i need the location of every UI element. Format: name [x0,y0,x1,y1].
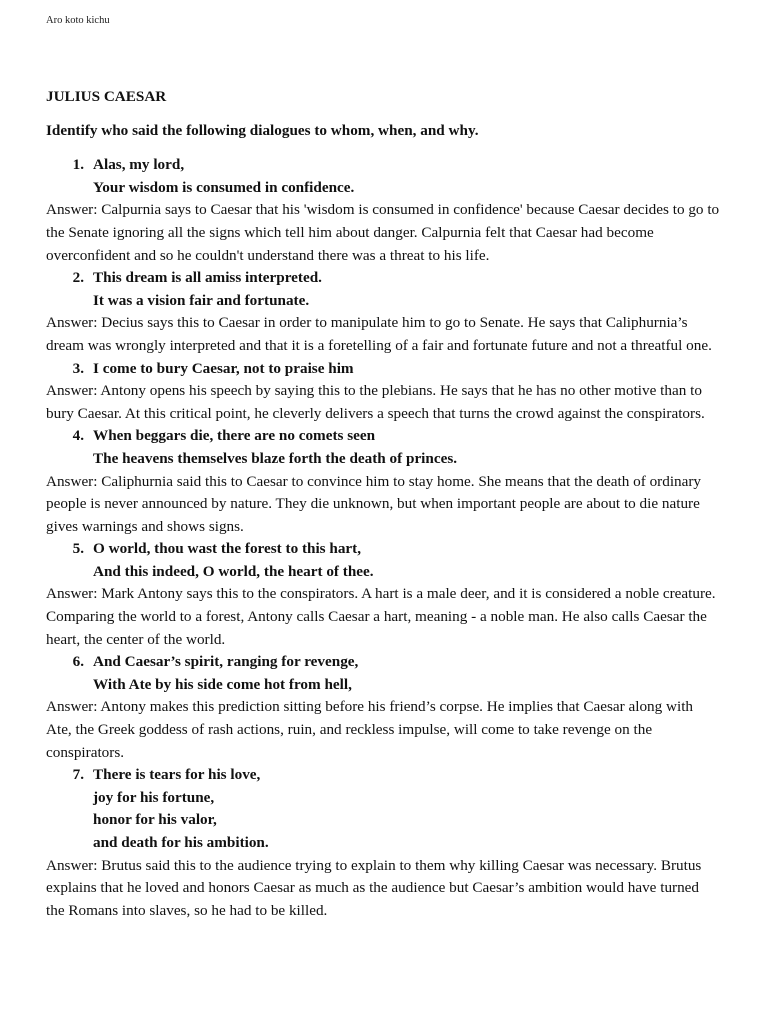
item-number: 1. [72,156,84,174]
answer-text: Answer: Mark Antony says this to the conspirators. A hart is a male deer, and it is considered a noble creature. Comparing the world to a forest, Antony calls Caesar a hart, meaning - a noble man. He also calls Caesar the heart, the center of the world. [46,585,716,648]
quote-line: And Caesar’s spirit, ranging for revenge, [93,653,359,671]
quote-line: The heavens themselves blaze forth the death of princes. [93,449,458,467]
header-note: Aro koto kichu [46,15,110,26]
quote-lines [93,154,720,199]
quote-block [46,154,720,199]
instruction-text: Identify who said the following dialogues to whom, when, and why. [46,121,479,139]
question-item [46,267,720,357]
question-item [46,154,720,267]
quote-line: It was a vision fair and fortunate. [93,291,310,309]
quote-lines [93,358,720,381]
quote-block [46,425,720,470]
quote-line: Alas, my lord, [93,156,185,174]
quote-block [46,764,720,854]
quote-block [46,538,720,583]
item-number: 5. [72,540,84,558]
answer-text: Answer: Caliphurnia said this to Caesar to convince him to stay home. She means that the death of ordinary people is never announced by nature. They die unknown, but when important people are about to die nature gives warnings and shows signs. [46,472,702,535]
answer-text: Answer: Calpurnia says to Caesar that his 'wisdom is consumed in confidence' because Caesar decides to go to the Senate ignoring all the signs which tell him about danger. Calpurnia felt that Caesar had become overconfident and so he couldn't understand there was a threat to his life. [46,201,720,264]
quote-block [46,267,720,312]
quote-line: Your wisdom is consumed in confidence. [93,178,355,196]
quote-lines [93,651,720,696]
item-number: 4. [72,427,84,445]
quote-line: There is tears for his love, [93,766,261,784]
quote-lines [93,267,720,312]
quote-line: When beggars die, there are no comets seen [93,427,376,445]
answer-text: Answer: Brutus said this to the audience trying to explain to them why killing Caesar was necessary. Brutus explains that he loved and honors Caesar as much as the audience but Caesar’s ambition would have turned the Romans into slaves, so he had to be killed. [46,856,702,919]
quote-line: joy for his fortune, [93,788,215,806]
quote-lines [93,425,720,470]
document-content [46,86,720,922]
item-number: 7. [72,766,84,784]
quote-line: With Ate by his side come hot from hell, [93,675,352,693]
quote-line: And this indeed, O world, the heart of thee. [93,562,374,580]
answer-text: Answer: Antony makes this prediction sitting before his friend’s corpse. He implies that Caesar along with Ate, the Greek goddess of rash actions, ruin, and reckless impulse, will come to take revenge on the conspirators. [46,698,694,761]
quote-line: honor for his valor, [93,811,217,829]
item-number: 2. [72,269,84,287]
quote-block [46,358,720,381]
quote-line: and death for his ambition. [93,834,269,851]
item-number: 6. [72,653,84,671]
quote-block [46,651,720,696]
answer-text: Answer: Antony opens his speech by saying this to the plebians. He says that he has no other motive than to bury Caesar. At this critical point, he cleverly delivers a speech that turns the crowd against the conspirators. [46,382,705,422]
quote-line: This dream is all amiss interpreted. [93,269,322,287]
question-item [46,651,720,764]
document-title: JULIUS CAESAR [46,88,167,105]
question-item [46,764,720,922]
quote-line: I come to bury Caesar, not to praise him [93,359,354,377]
quote-lines [93,538,720,583]
quote-line: O world, thou wast the forest to this hart, [93,540,362,558]
item-number: 3. [72,359,84,377]
quote-lines [93,764,720,854]
question-item [46,425,720,538]
answer-text: Answer: Decius says this to Caesar in order to manipulate him to go to Senate. He says that Caliphurnia’s dream was wrongly interpreted and that it is a foretelling of a fair and fortunate future and not a threatful one. [46,314,712,354]
question-item [46,538,720,651]
question-item [46,358,720,426]
